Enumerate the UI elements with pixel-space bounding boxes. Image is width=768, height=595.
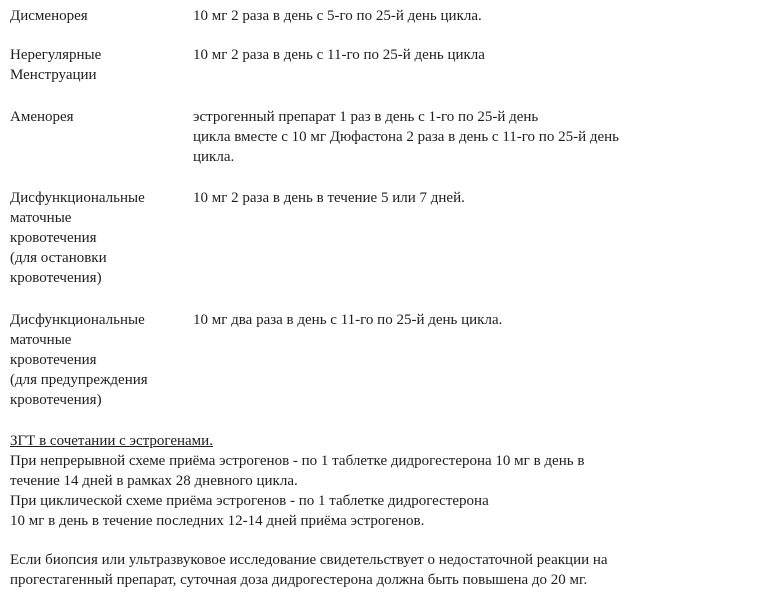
dose-increase-note	[10, 550, 760, 590]
dosage-cell	[193, 188, 758, 208]
condition-cell	[10, 188, 185, 288]
hrt-section	[10, 431, 760, 531]
hrt-heading: ЗГТ в сочетании с эстрогенами.	[10, 433, 213, 449]
hrt-line: течение 14 дней в рамках 28 дневного цикла.	[10, 473, 298, 489]
dosage-cell	[193, 310, 758, 330]
dosage-line: 10 мг два раза в день с 11-го по 25-й день цикла.	[193, 312, 503, 328]
condition-line: маточные	[10, 332, 72, 348]
condition-line: (для предупреждения	[10, 372, 148, 388]
condition-line: Менструации	[10, 67, 97, 83]
condition-line: Дисфункциональные	[10, 190, 145, 206]
condition-line: Аменорея	[10, 109, 74, 125]
dosage-cell	[193, 107, 758, 167]
dosage-line: 10 мг 2 раза в день в течение 5 или 7 дней.	[193, 190, 465, 206]
dosage-line: цикла.	[193, 149, 235, 165]
dosage-line: эстрогенный препарат 1 раз в день с 1-го по 25-й день	[193, 109, 539, 125]
condition-cell	[10, 310, 185, 410]
dosage-line: цикла вместе с 10 мг Дюфастона 2 раза в день с 11-го по 25-й день	[193, 129, 619, 145]
hrt-line: 10 мг в день в течение последних 12-14 дней приёма эстрогенов.	[10, 513, 425, 529]
dosage-line: 10 мг 2 раза в день с 11-го по 25-й день цикла	[193, 47, 485, 63]
condition-line: (для остановки	[10, 250, 107, 266]
dosage-cell	[193, 45, 758, 65]
condition-cell	[10, 45, 185, 85]
condition-line: маточные	[10, 210, 72, 226]
note-line: прогестагенный препарат, суточная доза дидрогестерона должна быть повышена до 20 мг.	[10, 572, 588, 588]
hrt-line: При непрерывной схеме приёма эстрогенов - по 1 таблетке дидрогестерона 10 мг в день в	[10, 453, 585, 469]
condition-cell	[10, 107, 185, 127]
condition-line: кровотечения)	[10, 270, 102, 286]
hrt-line: При циклической схеме приёма эстрогенов - по 1 таблетке дидрогестерона	[10, 493, 489, 509]
note-line: Если биопсия или ультразвуковое исследование свидетельствует о недостаточной реакции на	[10, 552, 608, 568]
dosage-cell	[193, 6, 758, 26]
condition-line: Дисменорея	[10, 8, 88, 24]
condition-cell	[10, 6, 185, 26]
condition-line: Дисфункциональные	[10, 312, 145, 328]
condition-line: кровотечения	[10, 230, 97, 246]
condition-line: кровотечения)	[10, 392, 102, 408]
condition-line: Нерегулярные	[10, 47, 102, 63]
condition-line: кровотечения	[10, 352, 97, 368]
dosage-line: 10 мг 2 раза в день с 5-го по 25-й день цикла.	[193, 8, 482, 24]
